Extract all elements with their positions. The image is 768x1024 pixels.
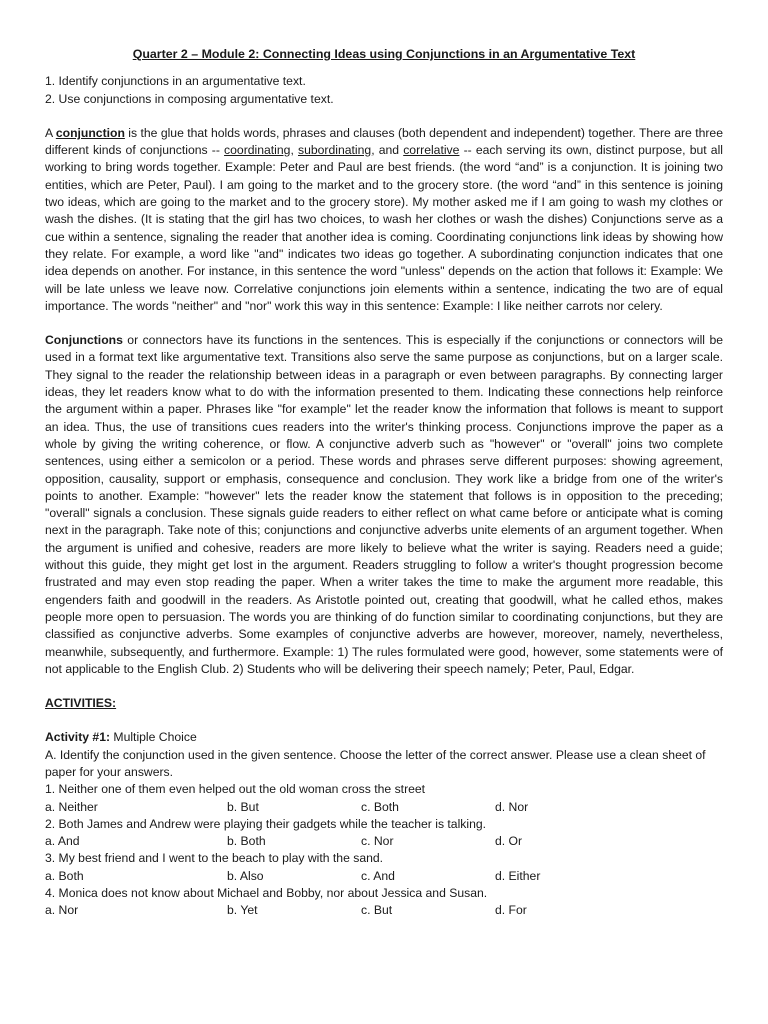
answer-choices xyxy=(45,833,723,850)
text-run: or connectors have its functions in the sentences. This is especially if the conjunctions or connectors will be used in a format text like argumentative text. Transitions also serve the same purpose as conjunctions, but on a larger scale. They signal to the reader the relationship between ideas in a paragraph or even between paragraphs. By connecting larger ideas, they let readers know what to do with the information presented to them. Indicating these connections help reinforce the argument within a paper. Phrases like "for example" let the reader know the information that follows is meant to support an idea. Thus, the use of transitions cues readers into the writer's thinking process. Conjunctions improve the paper as a whole by giving the writing coherence, or flow. A conjunctive adverb such as "however" or "overall" joins two complete sentences, using either a semicolon or a period. These words and phrases serve different purposes: showing agreement, opposition, causality, support or emphasis, consequence and conclusion. They work like a bridge from one of the writer's points to another. Example: "however" lets the reader know the statement that follows is in opposition to the preceding; "overall" signals a conclusion. These signals guide readers to either reflect on what came before or anticipate what is coming next in the paragraph. Take note of this; conjunctions and conjunctive adverbs unite elements of an argument together. When the argument is unified and cohesive, readers are more likely to believe what the writer is saying. Readers need a guide; without this guide, they might get lost in the argument. Readers struggling to follow a writer's thought progression become frustrated and may even stop reading the paper. When a writer takes the time to make the argument more readable, this engenders faith and goodwill in the readers. As Aristotle pointed out, creating that goodwill, what he called ethos, makes people more open to persuasion. The words you are thinking of do function similar to coordinating conjunctions, but they are classified as conjunctive adverbs. Some examples of conjunctive adverbs are however, moreover, namely, nevertheless, meanwhile, subsequently, and furthermore. Example: 1) The rules formulated were good, however, some statements were of not applicable to the English Club. 2) Students who will be delivering their speech namely; Peter, Paul, Edgar. xyxy=(45,333,723,676)
objective-item: 2. Use conjunctions in composing argumentative text. xyxy=(45,91,334,106)
answer-choices xyxy=(45,868,723,885)
choice-b: b. Both xyxy=(227,834,266,849)
keyword-conjunctions: Conjunctions xyxy=(45,333,123,348)
paragraph-conjunction-functions xyxy=(45,332,723,678)
activities-heading: ACTIVITIES: xyxy=(45,696,117,711)
keyword-conjunction: conjunction xyxy=(55,125,125,140)
paragraph-conjunction-definition xyxy=(45,125,723,315)
keyword-coordinating: coordinating xyxy=(224,143,291,158)
choice-c: c. Both xyxy=(361,799,399,814)
answer-choices xyxy=(45,799,723,816)
choice-a: a. Both xyxy=(45,868,84,883)
activity-type: Multiple Choice xyxy=(110,730,197,745)
choice-b: b. But xyxy=(227,799,259,814)
choice-a: a. Nor xyxy=(45,903,79,918)
choice-d: d. Either xyxy=(495,868,541,883)
choice-b: b. Yet xyxy=(227,903,258,918)
choice-d: d. Or xyxy=(495,834,523,849)
choice-a: a. Neither xyxy=(45,799,98,814)
question-text: 1. Neither one of them even helped out the old woman cross the street xyxy=(45,782,426,797)
choice-c: c. But xyxy=(361,903,393,918)
text-run: A xyxy=(45,125,56,140)
answer-choices xyxy=(45,902,723,919)
choice-d: d. Nor xyxy=(495,799,529,814)
activity-section xyxy=(45,729,723,919)
activity-instructions: A. Identify the conjunction used in the given sentence. Choose the letter of the correct answer. Please use a clean sheet of paper for your answers. xyxy=(45,747,706,779)
objectives-list xyxy=(45,73,723,108)
question-text: 4. Monica does not know about Michael and Bobby, nor about Jessica and Susan. xyxy=(45,886,488,901)
text-run: , xyxy=(290,143,298,158)
page-title: Quarter 2 – Module 2: Connecting Ideas using Conjunctions in an Argumentative Text xyxy=(132,47,636,61)
activity-title xyxy=(45,729,723,746)
keyword-subordinating: subordinating xyxy=(298,143,372,158)
objective-item: 1. Identify conjunctions in an argumentative text. xyxy=(45,74,306,89)
text-run: -- each serving its own, distinct purpose, but all working to bring words together. Example: Peter and Paul are best friends. (the word “and” is a conjunction. It is joining two entities, which are Peter, Paul). I am going to the market and to the grocery store. (the word “and” in this sentence is joining two ideas, which are going to the market and to the grocery store). My mother asked me if I am going to wash my clothes or wash the dishes. (It is stating that the girl has two choices, to wash her clothes or wash the dishes) Conjunctions serve as a cue within a sentence, signaling the reader that another idea is coming. Coordinating conjunctions link ideas by showing how they relate. For example, a word like "and" indicates two ideas go together. A subordinating conjunction indicates that one idea depends on another. For instance, in this sentence the word "unless" depends on the action that follows it: Example: We will be late unless we leave now. Correlative conjunctions join elements within a sentence, indicating the two are of equal importance. The words "neither" and "nor" work this way in this sentence: Example: I like neither carrots nor celery. xyxy=(45,143,723,313)
question-text: 2. Both James and Andrew were playing their gadgets while the teacher is talking. xyxy=(45,816,487,831)
keyword-correlative: correlative xyxy=(403,143,460,158)
text-run: is the glue that holds words, phrases and clauses (both dependent and independent) together. There are three different kinds of conjunctions -- xyxy=(45,125,723,158)
choice-a: a. And xyxy=(45,834,80,849)
choice-d: d. For xyxy=(495,903,527,918)
choice-c: c. And xyxy=(361,868,395,883)
activity-label: Activity #1: xyxy=(45,730,111,745)
text-run: , and xyxy=(371,143,404,158)
choice-c: c. Nor xyxy=(361,834,394,849)
question-text: 3. My best friend and I went to the beach to play with the sand. xyxy=(45,851,384,866)
choice-b: b. Also xyxy=(227,868,264,883)
